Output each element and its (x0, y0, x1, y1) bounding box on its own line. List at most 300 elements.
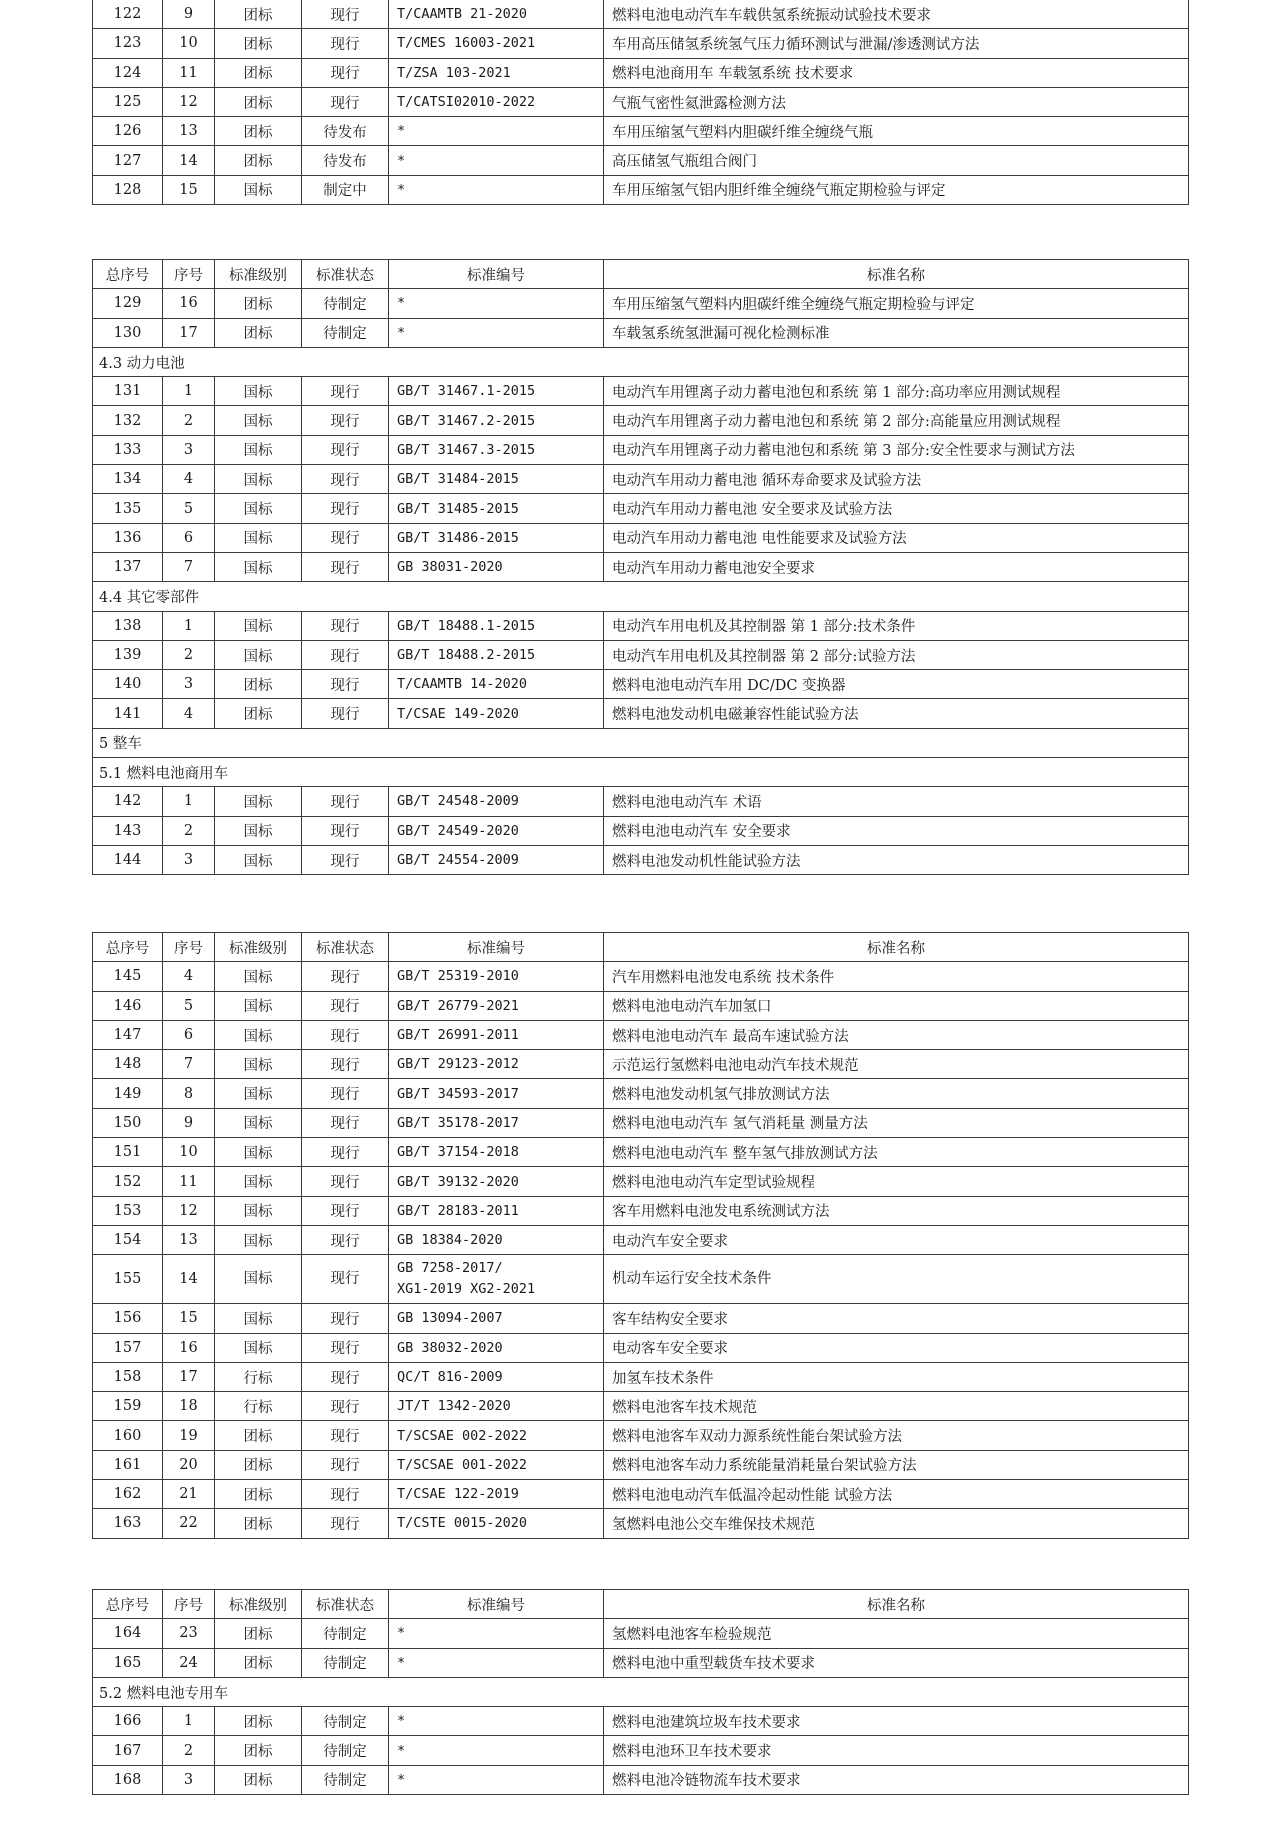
code-cell: GB/T 39132-2020 (389, 1167, 604, 1196)
level-cell: 团标 (215, 1648, 302, 1677)
level-cell: 团标 (215, 87, 302, 116)
status-cell: 现行 (302, 552, 389, 581)
code-cell: GB/T 31467.1-2015 (389, 377, 604, 406)
status-cell: 现行 (302, 1421, 389, 1450)
total-no-cell: 130 (93, 318, 163, 347)
table-row (93, 0, 1189, 29)
status-cell: 现行 (302, 0, 389, 29)
level-cell: 团标 (215, 0, 302, 29)
total-no-cell: 165 (93, 1648, 163, 1677)
table-row (93, 1450, 1189, 1479)
name-cell: 燃料电池电动汽车加氢口 (604, 991, 1189, 1020)
code-cell: GB/T 24548-2009 (389, 787, 604, 816)
total-no-cell: 167 (93, 1736, 163, 1765)
name-cell: 电动汽车用电机及其控制器 第 2 部分:试验方法 (604, 640, 1189, 669)
status-cell: 现行 (302, 640, 389, 669)
table-row (93, 1648, 1189, 1677)
code-cell: GB/T 31467.2-2015 (389, 406, 604, 435)
no-cell: 20 (163, 1450, 215, 1479)
total-no-cell: 164 (93, 1619, 163, 1648)
status-cell: 现行 (302, 1450, 389, 1479)
level-cell: 国标 (215, 787, 302, 816)
total-no-cell: 138 (93, 611, 163, 640)
code-cell (389, 1255, 604, 1304)
no-cell: 9 (163, 1108, 215, 1137)
name-cell: 燃料电池发动机电磁兼容性能试验方法 (604, 699, 1189, 728)
code-cell: T/CAAMTB 21-2020 (389, 0, 604, 29)
table-header-row (93, 260, 1189, 289)
no-cell: 6 (163, 523, 215, 552)
total-no-cell: 163 (93, 1509, 163, 1538)
no-cell: 11 (163, 1167, 215, 1196)
total-no-cell: 136 (93, 523, 163, 552)
name-cell: 车用压缩氢气塑料内胆碳纤维全缠绕气瓶定期检验与评定 (604, 289, 1189, 318)
code-cell: * (389, 318, 604, 347)
table-header-row (93, 933, 1189, 962)
level-cell: 团标 (215, 29, 302, 58)
name-cell: 电动汽车用动力蓄电池 循环寿命要求及试验方法 (604, 465, 1189, 494)
table-row (93, 1255, 1189, 1304)
status-cell: 待制定 (302, 1648, 389, 1677)
name-cell: 电动汽车用锂离子动力蓄电池包和系统 第 3 部分:安全性要求与测试方法 (604, 435, 1189, 464)
code-line: XG1-2019 XG2-2021 (397, 1281, 536, 1298)
code-cell: GB/T 31485-2015 (389, 494, 604, 523)
name-cell: 车用高压储氢系统氢气压力循环测试与泄漏/渗透测试方法 (604, 29, 1189, 58)
total-no-cell: 127 (93, 146, 163, 175)
status-cell: 现行 (302, 1480, 389, 1509)
total-no-cell: 123 (93, 29, 163, 58)
no-cell: 3 (163, 435, 215, 464)
no-cell: 3 (163, 670, 215, 699)
status-cell: 待制定 (302, 1707, 389, 1736)
table-row (93, 991, 1189, 1020)
no-cell: 7 (163, 1050, 215, 1079)
level-cell: 国标 (215, 1196, 302, 1225)
level-cell: 国标 (215, 611, 302, 640)
name-cell: 电动汽车用动力蓄电池安全要求 (604, 552, 1189, 581)
table-row (93, 1079, 1189, 1108)
status-cell: 现行 (302, 1196, 389, 1225)
status-cell: 现行 (302, 1020, 389, 1049)
section-title: 5.1 燃料电池商用车 (93, 758, 1189, 787)
table-row (93, 1225, 1189, 1254)
no-cell: 24 (163, 1648, 215, 1677)
name-cell: 机动车运行安全技术条件 (604, 1255, 1189, 1304)
level-cell: 国标 (215, 991, 302, 1020)
code-cell: T/CMES 16003-2021 (389, 29, 604, 58)
no-cell: 9 (163, 0, 215, 29)
name-cell: 电动汽车用动力蓄电池 电性能要求及试验方法 (604, 523, 1189, 552)
total-no-cell: 124 (93, 58, 163, 87)
total-no-cell: 150 (93, 1108, 163, 1137)
total-no-cell: 133 (93, 435, 163, 464)
total-no-cell: 146 (93, 991, 163, 1020)
name-cell: 燃料电池电动汽车用 DC/DC 变换器 (604, 670, 1189, 699)
level-cell: 团标 (215, 318, 302, 347)
name-cell: 燃料电池电动汽车 安全要求 (604, 816, 1189, 845)
no-cell: 5 (163, 494, 215, 523)
table-row (93, 1509, 1189, 1538)
status-cell: 待制定 (302, 318, 389, 347)
status-cell: 现行 (302, 1079, 389, 1108)
code-cell: GB/T 24554-2009 (389, 845, 604, 874)
name-cell: 电动汽车用锂离子动力蓄电池包和系统 第 2 部分:高能量应用测试规程 (604, 406, 1189, 435)
name-cell: 加氢车技术条件 (604, 1362, 1189, 1391)
code-cell: * (389, 175, 604, 204)
no-cell: 14 (163, 1255, 215, 1304)
level-cell: 国标 (215, 1020, 302, 1049)
column-header: 标准编号 (389, 933, 604, 962)
status-cell: 现行 (302, 962, 389, 991)
level-cell: 国标 (215, 552, 302, 581)
code-cell: GB/T 26779-2021 (389, 991, 604, 1020)
table-row (93, 1050, 1189, 1079)
column-header: 序号 (163, 260, 215, 289)
status-cell: 现行 (302, 1333, 389, 1362)
total-no-cell: 131 (93, 377, 163, 406)
level-cell: 行标 (215, 1392, 302, 1421)
name-cell: 车载氢系统氢泄漏可视化检测标准 (604, 318, 1189, 347)
code-cell: GB/T 18488.2-2015 (389, 640, 604, 669)
total-no-cell: 142 (93, 787, 163, 816)
status-cell: 待发布 (302, 117, 389, 146)
table-row (93, 29, 1189, 58)
total-no-cell: 153 (93, 1196, 163, 1225)
no-cell: 12 (163, 87, 215, 116)
status-cell: 现行 (302, 670, 389, 699)
level-cell: 国标 (215, 816, 302, 845)
name-cell: 示范运行氢燃料电池电动汽车技术规范 (604, 1050, 1189, 1079)
code-cell: GB/T 35178-2017 (389, 1108, 604, 1137)
level-cell: 团标 (215, 1707, 302, 1736)
code-cell: T/CSTE 0015-2020 (389, 1509, 604, 1538)
total-no-cell: 168 (93, 1765, 163, 1794)
status-cell: 现行 (302, 699, 389, 728)
no-cell: 10 (163, 1138, 215, 1167)
column-header: 标准编号 (389, 260, 604, 289)
total-no-cell: 145 (93, 962, 163, 991)
no-cell: 17 (163, 1362, 215, 1391)
status-cell: 待发布 (302, 146, 389, 175)
name-cell: 燃料电池电动汽车定型试验规程 (604, 1167, 1189, 1196)
level-cell: 国标 (215, 640, 302, 669)
name-cell: 燃料电池电动汽车 氢气消耗量 测量方法 (604, 1108, 1189, 1137)
table-row (93, 406, 1189, 435)
name-cell: 燃料电池电动汽车 术语 (604, 787, 1189, 816)
no-cell: 8 (163, 1079, 215, 1108)
table-row (93, 1108, 1189, 1137)
name-cell: 气瓶气密性氦泄露检测方法 (604, 87, 1189, 116)
level-cell: 国标 (215, 1079, 302, 1108)
level-cell: 国标 (215, 1255, 302, 1304)
code-cell: T/SCSAE 001-2022 (389, 1450, 604, 1479)
no-cell: 22 (163, 1509, 215, 1538)
code-cell: GB/T 31486-2015 (389, 523, 604, 552)
total-no-cell: 148 (93, 1050, 163, 1079)
name-cell: 客车结构安全要求 (604, 1304, 1189, 1333)
code-cell: GB/T 24549-2020 (389, 816, 604, 845)
status-cell: 现行 (302, 465, 389, 494)
total-no-cell: 128 (93, 175, 163, 204)
code-cell: T/CSAE 122-2019 (389, 1480, 604, 1509)
code-cell: T/CAAMTB 14-2020 (389, 670, 604, 699)
table-row (93, 816, 1189, 845)
code-cell: GB 38031-2020 (389, 552, 604, 581)
no-cell: 3 (163, 845, 215, 874)
name-cell: 车用压缩氢气铝内胆纤维全缠绕气瓶定期检验与评定 (604, 175, 1189, 204)
status-cell: 现行 (302, 1108, 389, 1137)
no-cell: 5 (163, 991, 215, 1020)
column-header: 序号 (163, 1590, 215, 1619)
name-cell: 汽车用燃料电池发电系统 技术条件 (604, 962, 1189, 991)
name-cell: 电动汽车用动力蓄电池 安全要求及试验方法 (604, 494, 1189, 523)
status-cell: 现行 (302, 494, 389, 523)
no-cell: 1 (163, 1707, 215, 1736)
section-title: 4.4 其它零部件 (93, 582, 1189, 611)
no-cell: 18 (163, 1392, 215, 1421)
column-header: 标准状态 (302, 1590, 389, 1619)
table-row (93, 640, 1189, 669)
no-cell: 4 (163, 962, 215, 991)
code-cell: * (389, 1736, 604, 1765)
name-cell: 燃料电池客车双动力源系统性能台架试验方法 (604, 1421, 1189, 1450)
table-row (93, 1167, 1189, 1196)
level-cell: 国标 (215, 523, 302, 552)
no-cell: 15 (163, 175, 215, 204)
level-cell: 团标 (215, 670, 302, 699)
no-cell: 11 (163, 58, 215, 87)
name-cell: 电动汽车用电机及其控制器 第 1 部分:技术条件 (604, 611, 1189, 640)
name-cell: 燃料电池电动汽车 整车氢气排放测试方法 (604, 1138, 1189, 1167)
table-row (93, 670, 1189, 699)
total-no-cell: 157 (93, 1333, 163, 1362)
total-no-cell: 152 (93, 1167, 163, 1196)
total-no-cell: 137 (93, 552, 163, 581)
table-row (93, 318, 1189, 347)
table-row (93, 494, 1189, 523)
status-cell: 现行 (302, 1509, 389, 1538)
level-cell: 国标 (215, 1108, 302, 1137)
status-cell: 现行 (302, 435, 389, 464)
table-row (93, 787, 1189, 816)
table-row (93, 117, 1189, 146)
code-cell: GB/T 25319-2010 (389, 962, 604, 991)
no-cell: 2 (163, 1736, 215, 1765)
status-cell: 现行 (302, 1225, 389, 1254)
name-cell: 燃料电池建筑垃圾车技术要求 (604, 1707, 1189, 1736)
table-row (93, 1619, 1189, 1648)
name-cell: 燃料电池冷链物流车技术要求 (604, 1765, 1189, 1794)
section-row (93, 728, 1189, 757)
total-no-cell: 132 (93, 406, 163, 435)
total-no-cell: 158 (93, 1362, 163, 1391)
level-cell: 国标 (215, 962, 302, 991)
table-row (93, 611, 1189, 640)
no-cell: 7 (163, 552, 215, 581)
name-cell: 电动汽车安全要求 (604, 1225, 1189, 1254)
no-cell: 4 (163, 465, 215, 494)
status-cell: 现行 (302, 1050, 389, 1079)
no-cell: 6 (163, 1020, 215, 1049)
level-cell: 国标 (215, 1225, 302, 1254)
total-no-cell: 154 (93, 1225, 163, 1254)
table-header-row (93, 1590, 1189, 1619)
table-row (93, 1765, 1189, 1794)
section-title: 5 整车 (93, 728, 1189, 757)
table-row (93, 1362, 1189, 1391)
code-cell: GB/T 18488.1-2015 (389, 611, 604, 640)
no-cell: 16 (163, 289, 215, 318)
status-cell: 制定中 (302, 175, 389, 204)
level-cell: 国标 (215, 465, 302, 494)
table-row (93, 87, 1189, 116)
total-no-cell: 156 (93, 1304, 163, 1333)
no-cell: 2 (163, 406, 215, 435)
total-no-cell: 143 (93, 816, 163, 845)
level-cell: 团标 (215, 117, 302, 146)
status-cell: 待制定 (302, 1765, 389, 1794)
no-cell: 2 (163, 816, 215, 845)
level-cell: 团标 (215, 1509, 302, 1538)
table-row (93, 1020, 1189, 1049)
total-no-cell: 160 (93, 1421, 163, 1450)
no-cell: 13 (163, 117, 215, 146)
table-row (93, 1480, 1189, 1509)
status-cell: 现行 (302, 1362, 389, 1391)
status-cell: 现行 (302, 1255, 389, 1304)
name-cell: 燃料电池电动汽车 最高车速试验方法 (604, 1020, 1189, 1049)
code-cell: T/SCSAE 002-2022 (389, 1421, 604, 1450)
level-cell: 团标 (215, 699, 302, 728)
status-cell: 现行 (302, 611, 389, 640)
section-title: 4.3 动力电池 (93, 347, 1189, 376)
no-cell: 2 (163, 640, 215, 669)
level-cell: 团标 (215, 58, 302, 87)
code-cell: GB 13094-2007 (389, 1304, 604, 1333)
code-cell: * (389, 1648, 604, 1677)
status-cell: 待制定 (302, 1619, 389, 1648)
total-no-cell: 149 (93, 1079, 163, 1108)
no-cell: 10 (163, 29, 215, 58)
status-cell: 现行 (302, 991, 389, 1020)
table-row (93, 1196, 1189, 1225)
code-cell: * (389, 1619, 604, 1648)
code-cell: QC/T 816-2009 (389, 1362, 604, 1391)
column-header: 标准状态 (302, 260, 389, 289)
total-no-cell: 155 (93, 1255, 163, 1304)
code-cell: GB/T 34593-2017 (389, 1079, 604, 1108)
no-cell: 3 (163, 1765, 215, 1794)
table-row (93, 1392, 1189, 1421)
name-cell: 燃料电池电动汽车低温冷起动性能 试验方法 (604, 1480, 1189, 1509)
level-cell: 团标 (215, 1450, 302, 1479)
code-cell: GB/T 26991-2011 (389, 1020, 604, 1049)
name-cell: 燃料电池发动机性能试验方法 (604, 845, 1189, 874)
code-cell: GB/T 31467.3-2015 (389, 435, 604, 464)
code-cell: GB 38032-2020 (389, 1333, 604, 1362)
code-cell: * (389, 117, 604, 146)
no-cell: 1 (163, 611, 215, 640)
table-row (93, 845, 1189, 874)
total-no-cell: 161 (93, 1450, 163, 1479)
total-no-cell: 122 (93, 0, 163, 29)
table-row (93, 523, 1189, 552)
level-cell: 行标 (215, 1362, 302, 1391)
name-cell: 电动客车安全要求 (604, 1333, 1189, 1362)
code-cell: JT/T 1342-2020 (389, 1392, 604, 1421)
column-header: 标准级别 (215, 933, 302, 962)
status-cell: 现行 (302, 1392, 389, 1421)
level-cell: 国标 (215, 494, 302, 523)
name-cell: 燃料电池客车技术规范 (604, 1392, 1189, 1421)
status-cell: 现行 (302, 845, 389, 874)
level-cell: 团标 (215, 1765, 302, 1794)
no-cell: 4 (163, 699, 215, 728)
table-row (93, 465, 1189, 494)
table-row (93, 1304, 1189, 1333)
level-cell: 团标 (215, 1619, 302, 1648)
name-cell: 燃料电池客车动力系统能量消耗量台架试验方法 (604, 1450, 1189, 1479)
code-cell: GB/T 29123-2012 (389, 1050, 604, 1079)
column-header: 标准名称 (604, 933, 1189, 962)
table-row (93, 699, 1189, 728)
no-cell: 1 (163, 787, 215, 816)
table-row (93, 1138, 1189, 1167)
section-row (93, 347, 1189, 376)
table-row (93, 1707, 1189, 1736)
name-cell: 氢燃料电池客车检验规范 (604, 1619, 1189, 1648)
code-cell: T/CATSI02010-2022 (389, 87, 604, 116)
level-cell: 国标 (215, 1333, 302, 1362)
total-no-cell: 135 (93, 494, 163, 523)
level-cell: 团标 (215, 289, 302, 318)
table-row (93, 146, 1189, 175)
level-cell: 国标 (215, 1050, 302, 1079)
code-cell: GB/T 28183-2011 (389, 1196, 604, 1225)
no-cell: 1 (163, 377, 215, 406)
level-cell: 国标 (215, 435, 302, 464)
total-no-cell: 139 (93, 640, 163, 669)
total-no-cell: 129 (93, 289, 163, 318)
total-no-cell: 125 (93, 87, 163, 116)
column-header: 总序号 (93, 260, 163, 289)
total-no-cell: 126 (93, 117, 163, 146)
no-cell: 15 (163, 1304, 215, 1333)
name-cell: 客车用燃料电池发电系统测试方法 (604, 1196, 1189, 1225)
table-row (93, 289, 1189, 318)
name-cell: 燃料电池环卫车技术要求 (604, 1736, 1189, 1765)
name-cell: 燃料电池中重型载货车技术要求 (604, 1648, 1189, 1677)
total-no-cell: 134 (93, 465, 163, 494)
level-cell: 团标 (215, 1736, 302, 1765)
code-cell: T/ZSA 103-2021 (389, 58, 604, 87)
no-cell: 19 (163, 1421, 215, 1450)
level-cell: 团标 (215, 146, 302, 175)
column-header: 标准级别 (215, 1590, 302, 1619)
total-no-cell: 141 (93, 699, 163, 728)
level-cell: 国标 (215, 1304, 302, 1333)
total-no-cell: 151 (93, 1138, 163, 1167)
code-cell: * (389, 146, 604, 175)
status-cell: 现行 (302, 523, 389, 552)
no-cell: 17 (163, 318, 215, 347)
total-no-cell: 159 (93, 1392, 163, 1421)
status-cell: 现行 (302, 29, 389, 58)
level-cell: 团标 (215, 1480, 302, 1509)
code-cell: GB/T 37154-2018 (389, 1138, 604, 1167)
no-cell: 21 (163, 1480, 215, 1509)
code-cell: * (389, 1707, 604, 1736)
